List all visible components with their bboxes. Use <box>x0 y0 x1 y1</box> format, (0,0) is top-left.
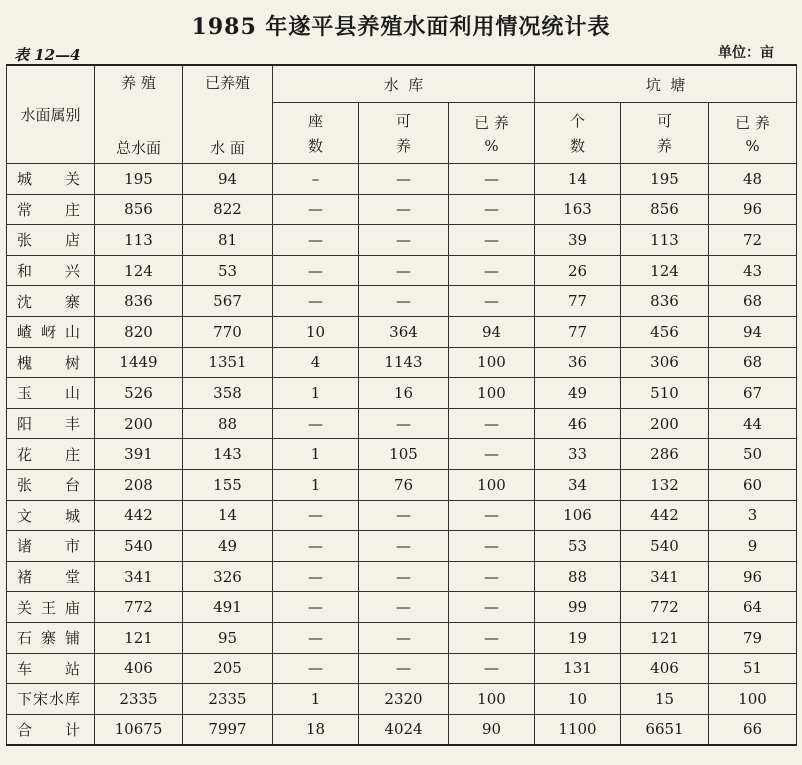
farmed-area-cell: 358 <box>183 378 273 409</box>
res-count-cell: — <box>273 255 359 286</box>
pond-percent-cell: 50 <box>709 439 797 470</box>
pond-available-cell: 15 <box>621 684 709 715</box>
farmed-area-cell: 822 <box>183 194 273 225</box>
total-area-cell: 2335 <box>95 684 183 715</box>
res-available-cell: — <box>359 225 449 256</box>
table-row <box>7 378 797 409</box>
table-row <box>7 194 797 225</box>
table-row <box>7 622 797 653</box>
pond-available-cell: 286 <box>621 439 709 470</box>
res-available-cell: — <box>359 622 449 653</box>
res-percent-cell: — <box>449 286 535 317</box>
res-percent-cell: — <box>449 164 535 195</box>
pond-available-cell: 113 <box>621 225 709 256</box>
total-area-cell: 208 <box>95 469 183 500</box>
farmed-area-cell: 326 <box>183 561 273 592</box>
area-name-cell: 文 城 <box>7 500 95 531</box>
total-area-cell: 406 <box>95 653 183 684</box>
res-count-cell: 1 <box>273 439 359 470</box>
pond-available-cell: 406 <box>621 653 709 684</box>
area-name-cell: 车 站 <box>7 653 95 684</box>
res-count-cell: 1 <box>273 469 359 500</box>
res-count-cell: 1 <box>273 684 359 715</box>
pond-available-cell: 442 <box>621 500 709 531</box>
header-pond: 坑 塘 <box>535 65 797 103</box>
table-row <box>7 714 797 745</box>
pond-available-cell: 132 <box>621 469 709 500</box>
area-name-cell: 花 庄 <box>7 439 95 470</box>
pond-percent-cell: 100 <box>709 684 797 715</box>
pond-percent-cell: 9 <box>709 531 797 562</box>
res-count-cell: — <box>273 531 359 562</box>
res-count-cell: — <box>273 500 359 531</box>
area-name-cell: 沈 寨 <box>7 286 95 317</box>
table-row <box>7 316 797 347</box>
area-name-cell: 合 计 <box>7 714 95 745</box>
table-row <box>7 347 797 378</box>
res-count-cell: — <box>273 408 359 439</box>
res-available-cell: — <box>359 286 449 317</box>
res-count-cell: — <box>273 194 359 225</box>
table-row <box>7 408 797 439</box>
pond-percent-cell: 43 <box>709 255 797 286</box>
table-row <box>7 164 797 195</box>
res-available-cell: 364 <box>359 316 449 347</box>
pond-percent-cell: 68 <box>709 347 797 378</box>
header-total-area: 养 殖 总水面 <box>95 65 183 164</box>
total-area-cell: 10675 <box>95 714 183 745</box>
res-count-cell: — <box>273 286 359 317</box>
farmed-area-cell: 491 <box>183 592 273 623</box>
res-percent-cell: — <box>449 653 535 684</box>
res-percent-cell: 100 <box>449 347 535 378</box>
area-name-cell: 槐 树 <box>7 347 95 378</box>
total-area-cell: 200 <box>95 408 183 439</box>
header-res-percent: 已 养 % <box>449 103 535 164</box>
area-name-cell: 下宋水库 <box>7 684 95 715</box>
pond-percent-cell: 60 <box>709 469 797 500</box>
pond-count-cell: 26 <box>535 255 621 286</box>
total-area-cell: 113 <box>95 225 183 256</box>
pond-count-cell: 131 <box>535 653 621 684</box>
area-name-cell: 石寨铺 <box>7 622 95 653</box>
farmed-area-cell: 7997 <box>183 714 273 745</box>
res-count-cell: 10 <box>273 316 359 347</box>
res-available-cell: — <box>359 531 449 562</box>
total-area-cell: 124 <box>95 255 183 286</box>
res-available-cell: — <box>359 164 449 195</box>
res-percent-cell: — <box>449 408 535 439</box>
total-area-cell: 442 <box>95 500 183 531</box>
pond-percent-cell: 96 <box>709 194 797 225</box>
res-percent-cell: 90 <box>449 714 535 745</box>
res-available-cell: 76 <box>359 469 449 500</box>
res-percent-cell: 100 <box>449 378 535 409</box>
table-number: 表 12—4 <box>14 46 81 64</box>
area-name-cell: 玉 山 <box>7 378 95 409</box>
table-body <box>7 164 797 746</box>
pond-percent-cell: 79 <box>709 622 797 653</box>
table-title: 1985 年遂平县养殖水面利用情况统计表 <box>191 14 611 40</box>
pond-count-cell: 106 <box>535 500 621 531</box>
table-row <box>7 561 797 592</box>
res-percent-cell: 94 <box>449 316 535 347</box>
total-area-cell: 121 <box>95 622 183 653</box>
pond-available-cell: 200 <box>621 408 709 439</box>
farmed-area-cell: 94 <box>183 164 273 195</box>
res-count-cell: — <box>273 592 359 623</box>
area-name-cell: 和 兴 <box>7 255 95 286</box>
area-name-cell: 城 关 <box>7 164 95 195</box>
pond-count-cell: 77 <box>535 286 621 317</box>
farmed-area-cell: 1351 <box>183 347 273 378</box>
area-name-cell: 阳 丰 <box>7 408 95 439</box>
res-available-cell: 1143 <box>359 347 449 378</box>
pond-percent-cell: 44 <box>709 408 797 439</box>
total-area-cell: 526 <box>95 378 183 409</box>
pond-count-cell: 88 <box>535 561 621 592</box>
pond-available-cell: 456 <box>621 316 709 347</box>
pond-percent-cell: 96 <box>709 561 797 592</box>
pond-available-cell: 341 <box>621 561 709 592</box>
pond-count-cell: 33 <box>535 439 621 470</box>
res-percent-cell: — <box>449 500 535 531</box>
table-row <box>7 592 797 623</box>
pond-available-cell: 121 <box>621 622 709 653</box>
pond-count-cell: 10 <box>535 684 621 715</box>
res-available-cell: — <box>359 500 449 531</box>
pond-percent-cell: 3 <box>709 500 797 531</box>
res-percent-cell: 100 <box>449 469 535 500</box>
table-row <box>7 255 797 286</box>
area-name-cell: 嵖岈山 <box>7 316 95 347</box>
pond-count-cell: 36 <box>535 347 621 378</box>
pond-percent-cell: 48 <box>709 164 797 195</box>
pond-available-cell: 836 <box>621 286 709 317</box>
pond-available-cell: 856 <box>621 194 709 225</box>
pond-count-cell: 19 <box>535 622 621 653</box>
res-percent-cell: — <box>449 531 535 562</box>
area-name-cell: 关王庙 <box>7 592 95 623</box>
pond-percent-cell: 68 <box>709 286 797 317</box>
header-res-available: 可 养 <box>359 103 449 164</box>
total-area-cell: 772 <box>95 592 183 623</box>
pond-percent-cell: 66 <box>709 714 797 745</box>
header-pond-available: 可 养 <box>621 103 709 164</box>
res-available-cell: 4024 <box>359 714 449 745</box>
farmed-area-cell: 143 <box>183 439 273 470</box>
pond-available-cell: 510 <box>621 378 709 409</box>
table-row <box>7 500 797 531</box>
res-count-cell: 1 <box>273 378 359 409</box>
pond-percent-cell: 72 <box>709 225 797 256</box>
farmed-area-cell: 81 <box>183 225 273 256</box>
res-available-cell: 2320 <box>359 684 449 715</box>
area-name-cell: 张 店 <box>7 225 95 256</box>
farmed-area-cell: 53 <box>183 255 273 286</box>
pond-available-cell: 306 <box>621 347 709 378</box>
header-farmed-area: 已养殖 水 面 <box>183 65 273 164</box>
res-available-cell: 105 <box>359 439 449 470</box>
pond-count-cell: 53 <box>535 531 621 562</box>
pond-count-cell: 1100 <box>535 714 621 745</box>
total-area-cell: 391 <box>95 439 183 470</box>
total-area-cell: 856 <box>95 194 183 225</box>
pond-count-cell: 39 <box>535 225 621 256</box>
farmed-area-cell: 14 <box>183 500 273 531</box>
total-area-cell: 341 <box>95 561 183 592</box>
res-percent-cell: — <box>449 622 535 653</box>
farmed-area-cell: 2335 <box>183 684 273 715</box>
pond-count-cell: 77 <box>535 316 621 347</box>
header-res-count: 座 数 <box>273 103 359 164</box>
farmed-area-cell: 95 <box>183 622 273 653</box>
area-name-cell: 常 庄 <box>7 194 95 225</box>
pond-percent-cell: 67 <box>709 378 797 409</box>
area-name-cell: 褚 堂 <box>7 561 95 592</box>
total-area-cell: 836 <box>95 286 183 317</box>
res-count-cell: — <box>273 225 359 256</box>
statistics-table <box>6 64 797 746</box>
pond-count-cell: 46 <box>535 408 621 439</box>
pond-count-cell: 34 <box>535 469 621 500</box>
res-available-cell: — <box>359 592 449 623</box>
farmed-area-cell: 567 <box>183 286 273 317</box>
table-row <box>7 653 797 684</box>
res-available-cell: — <box>359 408 449 439</box>
total-area-cell: 540 <box>95 531 183 562</box>
header-pond-percent: 已 养 % <box>709 103 797 164</box>
pond-percent-cell: 51 <box>709 653 797 684</box>
pond-available-cell: 540 <box>621 531 709 562</box>
res-available-cell: — <box>359 561 449 592</box>
res-percent-cell: — <box>449 561 535 592</box>
res-available-cell: — <box>359 255 449 286</box>
res-count-cell: — <box>273 561 359 592</box>
farmed-area-cell: 155 <box>183 469 273 500</box>
pond-percent-cell: 94 <box>709 316 797 347</box>
area-name-cell: 张 台 <box>7 469 95 500</box>
res-count-cell: 18 <box>273 714 359 745</box>
total-area-cell: 1449 <box>95 347 183 378</box>
pond-count-cell: 49 <box>535 378 621 409</box>
total-area-cell: 195 <box>95 164 183 195</box>
res-percent-cell: — <box>449 439 535 470</box>
res-count-cell: – <box>273 164 359 195</box>
res-count-cell: — <box>273 622 359 653</box>
header-pond-count: 个 数 <box>535 103 621 164</box>
res-available-cell: — <box>359 653 449 684</box>
pond-available-cell: 6651 <box>621 714 709 745</box>
table-row <box>7 531 797 562</box>
res-count-cell: 4 <box>273 347 359 378</box>
pond-available-cell: 124 <box>621 255 709 286</box>
header-area-category: 水面属别 <box>7 65 95 164</box>
farmed-area-cell: 49 <box>183 531 273 562</box>
res-percent-cell: 100 <box>449 684 535 715</box>
pond-available-cell: 195 <box>621 164 709 195</box>
res-percent-cell: — <box>449 225 535 256</box>
res-available-cell: 16 <box>359 378 449 409</box>
area-name-cell: 诸 市 <box>7 531 95 562</box>
res-count-cell: — <box>273 653 359 684</box>
table-row <box>7 439 797 470</box>
pond-percent-cell: 64 <box>709 592 797 623</box>
unit-label: 单位：亩 <box>718 45 774 61</box>
table-row <box>7 684 797 715</box>
res-percent-cell: — <box>449 255 535 286</box>
pond-count-cell: 99 <box>535 592 621 623</box>
pond-count-cell: 163 <box>535 194 621 225</box>
pond-available-cell: 772 <box>621 592 709 623</box>
farmed-area-cell: 205 <box>183 653 273 684</box>
pond-count-cell: 14 <box>535 164 621 195</box>
table-row <box>7 286 797 317</box>
res-available-cell: — <box>359 194 449 225</box>
total-area-cell: 820 <box>95 316 183 347</box>
farmed-area-cell: 770 <box>183 316 273 347</box>
table-row <box>7 469 797 500</box>
res-percent-cell: — <box>449 194 535 225</box>
res-percent-cell: — <box>449 592 535 623</box>
farmed-area-cell: 88 <box>183 408 273 439</box>
table-row <box>7 225 797 256</box>
header-reservoir: 水 库 <box>273 65 535 103</box>
